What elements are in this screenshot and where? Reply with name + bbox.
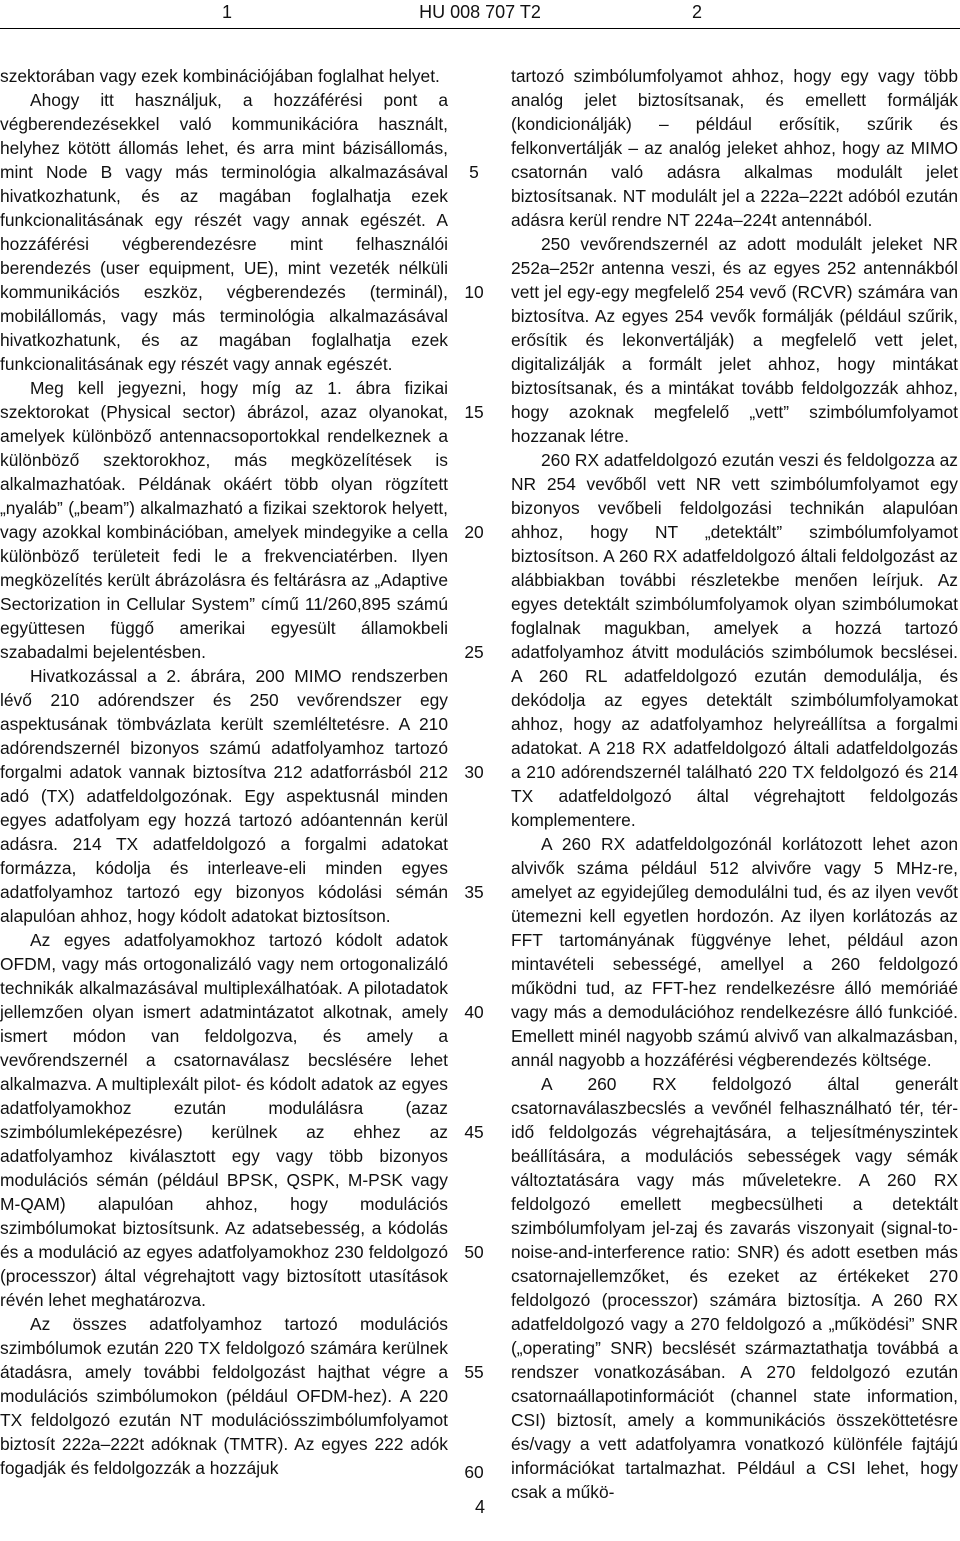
line-number: 35: [464, 882, 484, 902]
line-number: 15: [464, 402, 484, 422]
line-number: 30: [464, 762, 484, 782]
page-footer-number: 4: [474, 1497, 485, 1517]
paragraph: Hivatkozással a 2. ábrára, 200 MIMO rendszerben lévő 210 adórendszer és 250 vevőrendszer egy aspektusának tömbvázlata került szemléltetésre. A 210 adórendszernél bizonyos számú adatfolyamhoz tartozó forgalmi adatok vannak biztosítva 212 adatforrásból 212 adó (TX) adatfeldolgozónak. Egy aspektusnál minden egyes adatfolyam egy hozzá tartozó adóantennán kerül adásra. 214 TX adatfeldolgozó a forgalmi adatokat formázza, kódolja és interleave-eli minden egyes adatfolyamhoz tartozó egy bizonyos kódolási sémán alapulóan ahhoz, hogy kódolt adatokat biztosítson.: [0, 666, 448, 926]
paragraph: A 260 RX feldolgozó által generált csatornaválaszbecslés a vevőnél felhasználható tér, tér-idő feldolgozás végrehajtására, a teljesítményszintek beállítására, a modulációs sebességek vagy sémák változtatására vagy más műveletekre. A 260 RX feldolgozó emellett megbecsülheti a detektált szimbólumfolyam jel-zaj és zavarás viszonyait (signal-to-noise-and-interference ratio: SNR) és adott esetben más csatornajellemzőket, és ezeket az értékeket 270 feldolgozó (processzor) számára biztosítja. A 260 RX adatfeldolgozó vagy a 270 feldolgozó a „működési” SNR („operating” SNR) becslését származtathatja továbbá a rendszer vonatkozásában. A 270 feldolgozó ezután csatornaállapotinformációt (channel state information, CSI) biztosít, amely a kommunikációs összeköttetésre és/vagy a vett adatfolyamra vonatkozó különféle fajtájú információkat tartalmazhat. Például a CSI lehet, hogy csak a műkö-: [511, 1074, 958, 1502]
page-number-right: 2: [692, 2, 703, 22]
line-number: 25: [464, 642, 484, 662]
patent-id: HU 008 707 T2: [419, 2, 541, 22]
line-number: 40: [464, 1002, 484, 1022]
paragraph: Ahogy itt használjuk, a hozzáférési pont a végberendezésekkel való kommunikációra használt, helyhez kötött állomás lehet, és arra mint bázisállomás, mint Node B vagy más terminológia alkalmazásával hivatkozhatunk, és az magában foglalhatja ezek funkcionalitásának egy részét vagy annak egészét. A hozzáférési végberendezésre mint felhasználói berendezés (user equipment, UE), mint vezeték nélküli kommunikációs eszköz, végberendezés (terminál), mobilállomás, vagy más terminológia alkalmazásával hivatkozhatunk, és az magában foglalhatja ezek funkcionalitásának egy részét vagy annak egészét.: [0, 90, 448, 374]
left-column: [0, 64, 448, 1480]
line-number: 55: [464, 1362, 484, 1382]
paragraph: tartozó szimbólumfolyamot ahhoz, hogy egy vagy több analóg jelet biztosítsanak, és emellett formálják (kondicionálják) – például erősítik, szűrik és felkonvertálják – az analóg jeleket ahhoz, hogy az MIMO csatornán való adásra alkalmas modulált jelet biztosítsanak. NT modulált jel a 222a–222t adóból ezután adásra kerül rendre NT 224a–224t antennából.: [511, 66, 958, 230]
paragraph: Az egyes adatfolyamokhoz tartozó kódolt adatok OFDM, vagy más ortogonalizáló vagy nem ortogonalizáló technikák alkalmazásával multiplexálhatóak. A pilotadatok jellemzően olyan ismert adatmintázatot alkotnak, amely ismert módon van feldolgozva, és amely a vevőrendszernél a csatornaválasz becslésére lehet alkalmazva. A multiplexált pilot- és kódolt adatok az egyes adatfolyamokhoz ezután modulálásra (azaz szimbólumleképezésre) kerülnek az ehhez az adatfolyamhoz kiválasztott egy vagy több bizonyos modulációs sémán (például BPSK, QSPK, M-PSK vagy M-QAM) alapulóan ahhoz, hogy modulációs szimbólumokat biztosítsunk. Az adatsebesség, a kódolás és a moduláció az egyes adatfolyamokhoz 230 feldolgozó (processzor) által végrehajtott vagy biztosított utasítások révén lehet meghatározva.: [0, 930, 448, 1310]
header-rule: [0, 28, 960, 29]
paragraph: A 260 RX adatfeldolgozónál korlátozott lehet azon alvivők száma például 512 alvivőre vagy 5 MHz-re, amelyet az egyidejűleg demodulálni tud, és az ilyen vevőt ütemezni kell egyetlen hordozón. Az ilyen korlátozás az FFT tartományának függvénye lehet, például azon mintavételi sebességé, amellyel a 260 feldolgozó működni tud, az FFT-hez rendelkezésre álló memóriáé vagy más a demodulációhoz rendelkezésre álló funkcióé. Emellett minél nagyobb számú alvivő van alkalmazásban, annál nagyobb a hozzáférési végberendezés költsége.: [511, 834, 958, 1070]
line-number: 45: [464, 1122, 484, 1142]
paragraph: Az összes adatfolyamhoz tartozó modulációs szimbólumok ezután 220 TX feldolgozó számára kerülnek átadásra, amely további feldolgozást hajthat végre a modulációs szimbólumokon (például OFDM-hez). A 220 TX feldolgozó ezután NT modulációsszimbólumfolyamot biztosít 222a–222t adóknak (TMTR). Az egyes 222 adók fogadják és feldolgozzák a hozzájuk: [0, 1314, 448, 1478]
right-column: [511, 64, 958, 1504]
paragraph: Meg kell jegyezni, hogy míg az 1. ábra fizikai szektorokat (Physical sector) ábrázol, azaz olyanokat, amelyek különböző antennacsoportokkal rendelkeznek a különböző szektorokhoz, más megközelítések is alkalmazhatóak. Példának okáért több olyan rögzített „nyaláb” („beam”) alkalmazható a fizikai szektorok helyett, vagy azokkal kombinációban, amelyek mindegyike a cella különböző területeit fedi le a frekvenciatérben. Ilyen megközelítés került ábrázolásra és feltárásra az „Adaptive Sectorization in Cellular System” című 11/260,895 számú együttesen függő amerikai egyesült államokbeli szabadalmi bejelentésben.: [0, 378, 448, 662]
page-number-left: 1: [222, 2, 233, 22]
line-number: 20: [464, 522, 484, 542]
paragraph: 250 vevőrendszernél az adott modulált jeleket NR 252a–252r antenna veszi, és az egyes 252 antennákból vett jel egy-egy megfelelő 254 vevő (RCVR) számára van biztosítva. Az egyes 254 vevők formálják (például szűrik, erősítik és lekonvertálják) a megfelelő vett jelet, digitalizálják a formált jelet ahhoz, hogy mintákat biztosítsanak, és a mintákat tovább feldolgozzák ahhoz, hogy azoknak megfelelő „vett” szimbólumfolyamot hozzanak létre.: [511, 234, 958, 446]
line-number: 60: [464, 1462, 484, 1482]
line-number: 50: [464, 1242, 484, 1262]
line-number: 10: [464, 282, 484, 302]
line-number: 5: [469, 162, 479, 182]
paragraph: szektorában vagy ezek kombinációjában foglalhat helyet.: [0, 66, 440, 86]
paragraph: 260 RX adatfeldolgozó ezután veszi és feldolgozza az NR 254 vevőből vett NR vett szimbólumfolyamot egy bizonyos vevőbeli feldolgozási technikán alapulóan ahhoz, hogy NT „detektált” szimbólumfolyamot biztosítson. A 260 RX adatfeldolgozó általi feldolgozást az alábbiakban további részletekbe menően leírjuk. Az egyes detektált szimbólumfolyamok olyan szimbólumokat foglalnak magukban, amelyek a hozzá tartozó adatfolyamhoz átvitt modulációs szimbólumok becslései. A 260 RL adatfeldolgozó ezután demodulálja, és dekódolja az egyes detektált szimbólumfolyamokat ahhoz, hogy az adatfolyamhoz helyreállítsa a forgalmi adatokat. A 218 RX adatfeldolgozó általi adatfeldolgozás a 210 adórendszernél található 220 TX feldolgozó és 214 TX adatfeldolgozó által végrehajtott feldolgozás komplementere.: [511, 450, 958, 830]
